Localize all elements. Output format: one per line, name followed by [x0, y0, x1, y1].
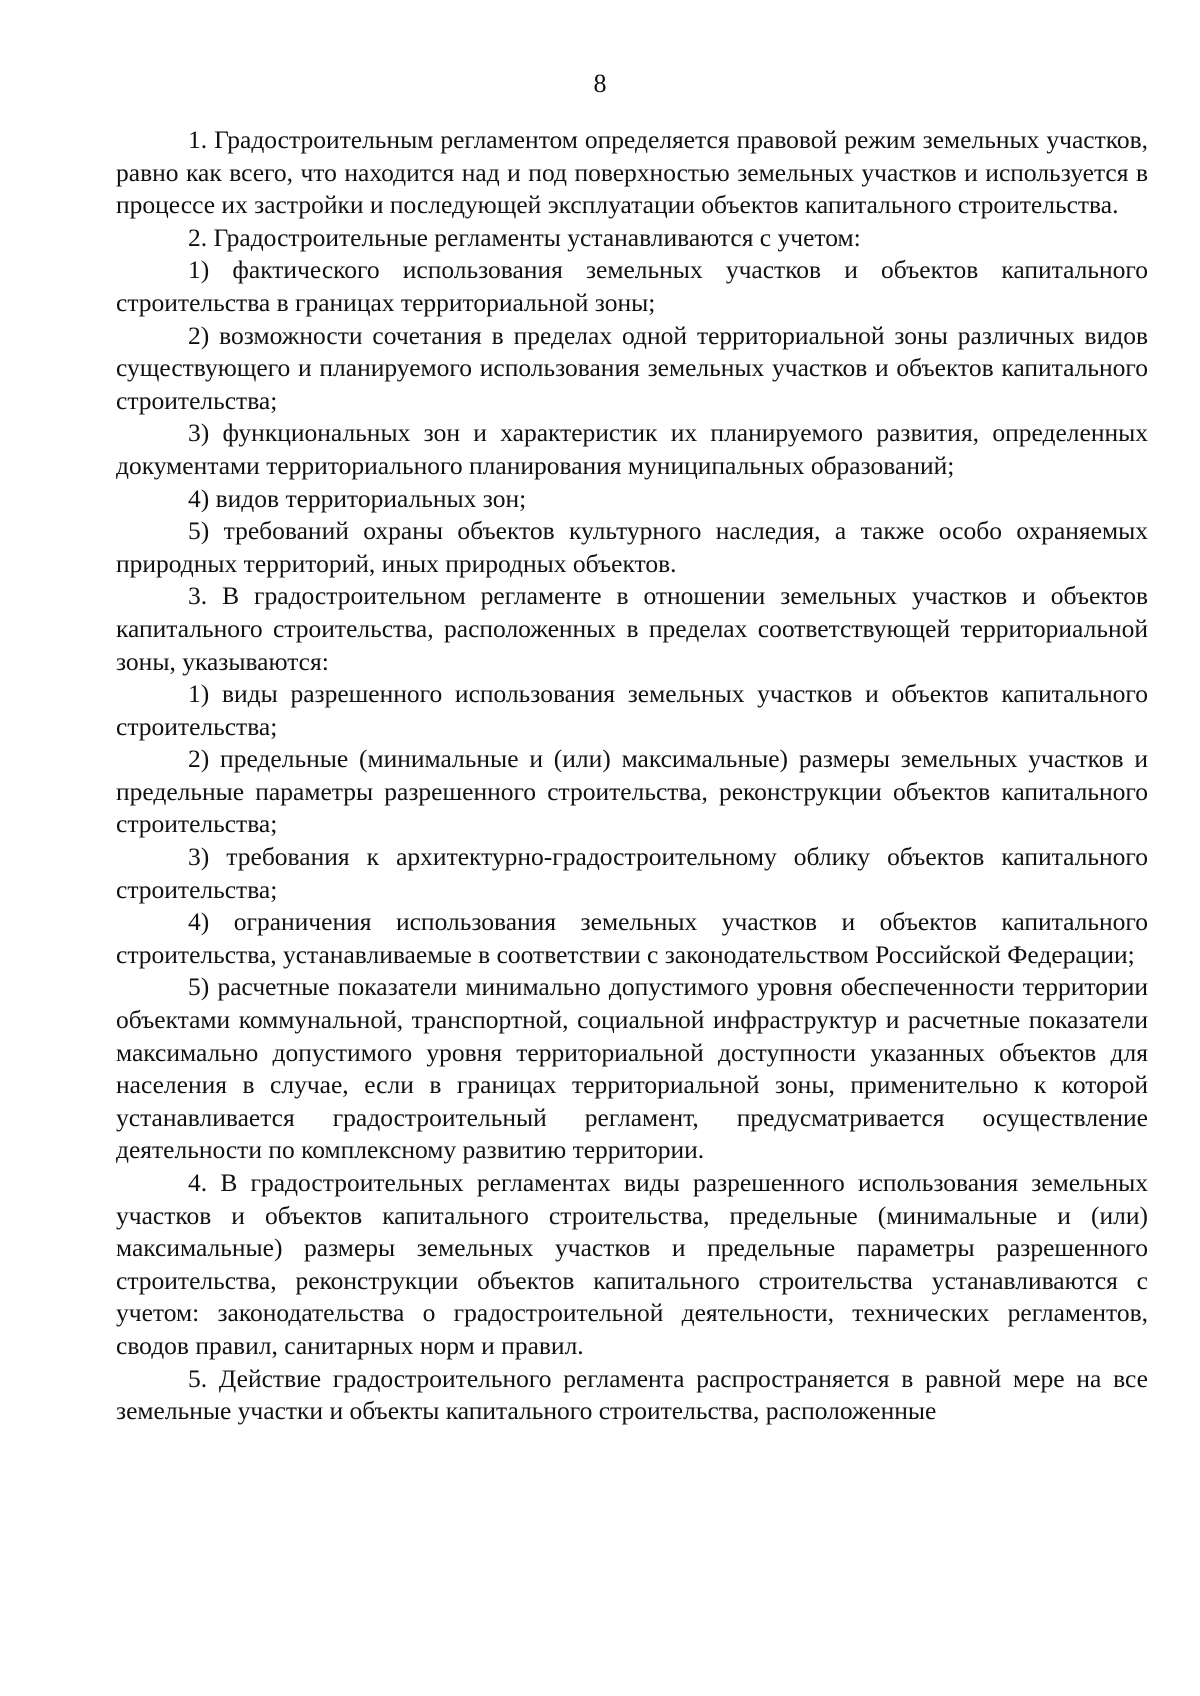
paragraph-3-item-4: 4) ограничения использования земельных участков и объектов капитального строительства, устанавливаемые в соответствии с законодательством Российской Федерации; [116, 907, 1148, 969]
paragraph-3: 3. В градостроительном регламенте в отношении земельных участков и объектов капитального строительства, расположенных в пределах соответствующей территориальной зоны, указываются: [116, 581, 1148, 676]
document-body [116, 124, 1148, 1428]
paragraph-4: 4. В градостроительных регламентах виды разрешенного использования земельных участков и объектов капитального строительства, предельные (минимальные и (или) максимальные) размеры земельных участков и предельные параметры разрешенного строительства, реконструкции объектов капитального строительства устанавливаются с учетом: законодательства о градостроительной деятельности, технических регламентов, сводов правил, санитарных норм и правил. [116, 1168, 1148, 1360]
paragraph-2-item-5: 5) требований охраны объектов культурного наследия, а также особо охраняемых природных территорий, иных природных объектов. [116, 516, 1148, 578]
paragraph-2-item-4: 4) видов территориальных зон; [188, 483, 527, 513]
paragraph-3-item-1: 1) виды разрешенного использования земельных участков и объектов капитального строительства; [116, 679, 1148, 741]
paragraph-2-item-1: 1) фактического использования земельных участков и объектов капитального строительства в границах территориальной зоны; [116, 255, 1148, 317]
paragraph-2-item-2: 2) возможности сочетания в пределах одной территориальной зоны различных видов существующего и планируемого использования земельных участков и объектов капитального строительства; [116, 320, 1148, 415]
paragraph-3-item-3: 3) требования к архитектурно-градостроительному облику объектов капитального строительства; [116, 842, 1148, 904]
paragraph-1: 1. Градостроительным регламентом определяется правовой режим земельных участков, равно как всего, что находится над и под поверхностью земельных участков и используется в процессе их застройки и последующей эксплуатации объектов капитального строительства. [116, 125, 1148, 220]
paragraph-3-item-5: 5) расчетные показатели минимально допустимого уровня обеспеченности территории объектами коммунальной, транспортной, социальной инфраструктур и расчетные показатели максимально допустимого уровня территориальной доступности указанных объектов для населения в случае, если в границах территориальной зоны, применительно к которой устанавливается градостроительный регламент, предусматривается осуществление деятельности по комплексному развитию территории. [116, 972, 1148, 1165]
page-number: 8 [593, 69, 607, 98]
paragraph-2: 2. Градостроительные регламенты устанавливаются с учетом: [188, 222, 861, 252]
paragraph-2-item-3: 3) функциональных зон и характеристик их планируемого развития, определенных документами территориального планирования муниципальных образований; [116, 418, 1148, 480]
paragraph-3-item-2: 2) предельные (минимальные и (или) максимальные) размеры земельных участков и предельные параметры разрешенного строительства, реконструкции объектов капитального строительства; [116, 744, 1148, 839]
paragraph-5: 5. Действие градостроительного регламента распространяется в равной мере на все земельные участки и объекты капитального строительства, расположенные [116, 1363, 1148, 1426]
